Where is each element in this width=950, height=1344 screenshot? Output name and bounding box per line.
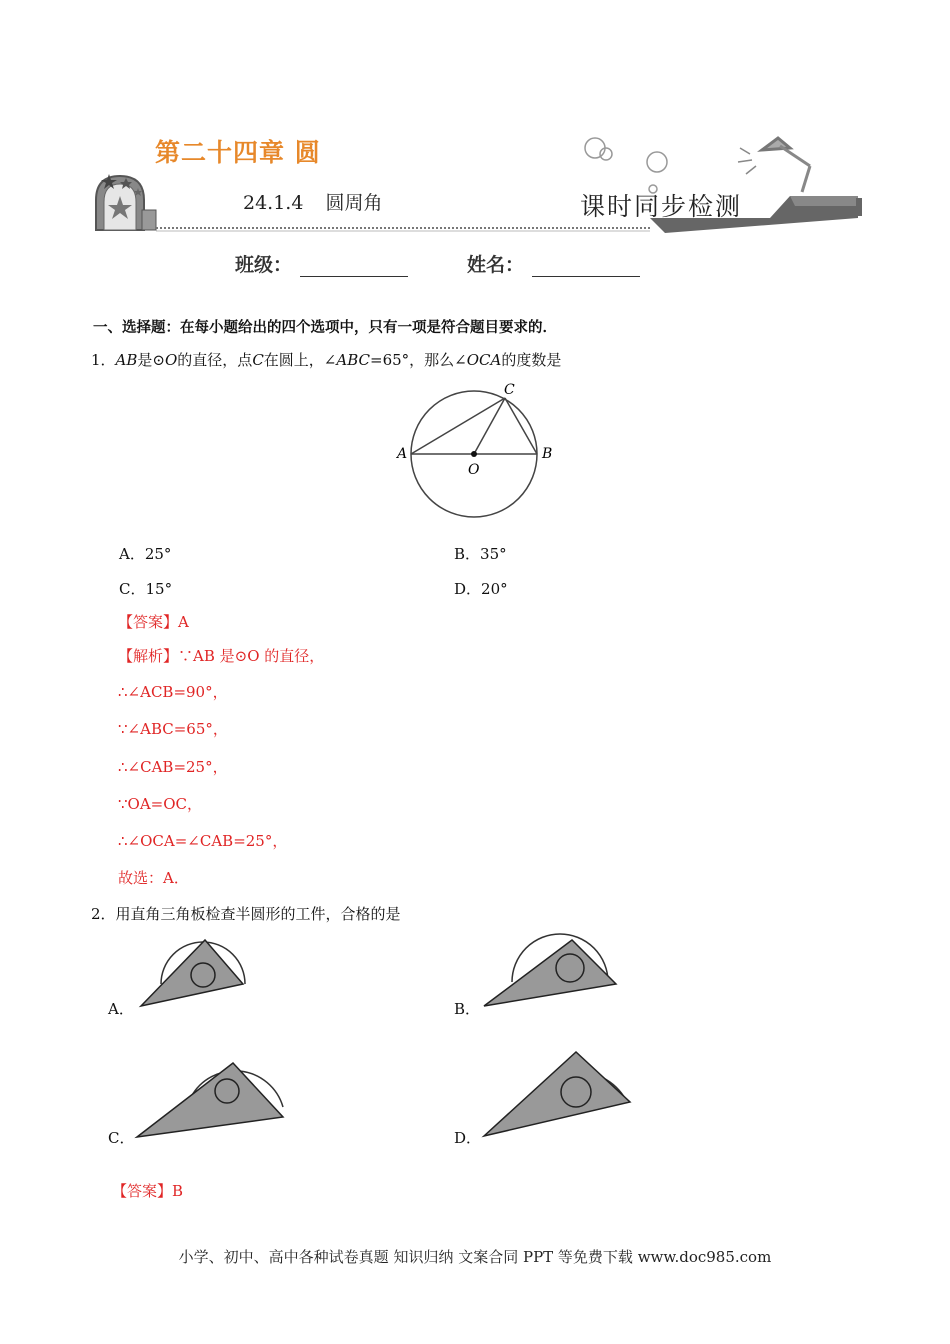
q2-figure-b[interactable] — [480, 930, 620, 1012]
q2-figure-d[interactable] — [480, 1040, 638, 1142]
q-text: 在圆上，∠ — [263, 351, 337, 369]
question-text: 用直角三角板检查半圆形的工件，合格的是 — [115, 905, 401, 923]
q-text: ABC — [336, 351, 370, 369]
option-label: A． — [119, 545, 145, 563]
analysis-line-5: ∴∠OCA=∠CAB=25°， — [118, 832, 288, 850]
question-number: 1． — [91, 351, 116, 369]
analysis-line-6: 故选：A． — [118, 869, 189, 887]
q-text: =65°，那么∠ — [370, 351, 467, 369]
segment-ac — [411, 398, 505, 454]
q-text: 是⊙ — [137, 351, 165, 369]
section-title: 圆周角 — [325, 192, 383, 214]
option-label: C． — [119, 580, 146, 598]
label-b: B — [542, 446, 553, 462]
analysis-line-4: ∵OA=OC， — [118, 795, 203, 813]
answer-value: A — [178, 613, 189, 631]
page-footer: 小学、初中、高中各种试卷真题 知识归纳 文案合同 PPT 等免费下载 www.doc985.com — [178, 1248, 772, 1266]
q-text: 的直径，点 — [177, 351, 253, 369]
name-label: 姓名： — [467, 254, 525, 276]
question-2 — [91, 903, 401, 924]
desk-lamp-icon — [738, 138, 810, 192]
answer-2 — [112, 1180, 183, 1201]
q-text: OCA — [466, 351, 502, 369]
answer-value: B — [172, 1182, 184, 1200]
class-label: 班级： — [235, 254, 293, 276]
center-point — [471, 451, 477, 457]
analysis-line-1: ∴∠ACB=90°， — [118, 683, 228, 701]
section-instruction: 一、选择题：在每小题给出的四个选项中，只有一项是符合题目要求的． — [93, 320, 557, 336]
q-text: AB — [115, 351, 138, 369]
q-text: O — [164, 351, 178, 369]
option-label: B． — [454, 545, 481, 563]
label-c: C — [504, 382, 515, 398]
analysis-line-2: ∵∠ABC=65°， — [118, 720, 228, 738]
answer-1 — [118, 611, 189, 632]
q-text: C — [252, 351, 264, 369]
answer-label: 【答案】 — [118, 613, 179, 631]
option-value: 15° — [145, 580, 173, 598]
option-value: 35° — [480, 545, 507, 563]
section-number: 24.1.4 — [243, 192, 304, 214]
name-field — [467, 250, 640, 277]
segment-cb — [505, 398, 537, 454]
star-emblem-icon — [96, 174, 156, 230]
option-c[interactable] — [119, 578, 172, 599]
analysis-line-3: ∴∠CAB=25°， — [118, 758, 228, 776]
label-a: A — [397, 446, 408, 462]
option-d[interactable] — [454, 578, 508, 599]
name-blank[interactable] — [532, 258, 640, 277]
option-b[interactable] — [454, 543, 507, 564]
option-a[interactable] — [119, 543, 171, 564]
circle-figure — [392, 378, 562, 523]
section-heading — [243, 188, 382, 215]
label-o: O — [468, 462, 480, 478]
option-value: 20° — [481, 580, 508, 598]
question-1 — [91, 349, 561, 370]
q2-option-d-label[interactable]: D． — [454, 1129, 482, 1147]
analysis-line-0 — [118, 645, 324, 666]
chapter-title: 第二十四章 圆 — [155, 138, 321, 167]
class-field — [235, 250, 408, 277]
question-number: 2． — [91, 905, 116, 923]
q-text: 的度数是 — [501, 351, 562, 369]
q2-option-b-label[interactable]: B． — [454, 1000, 481, 1018]
q2-figure-c[interactable] — [133, 1045, 293, 1143]
q2-option-c-label[interactable]: C． — [108, 1129, 135, 1147]
answer-label: 【答案】 — [112, 1182, 173, 1200]
class-blank[interactable] — [300, 258, 408, 277]
option-label: D． — [454, 580, 482, 598]
option-value: 25° — [144, 545, 172, 563]
analysis-label: 【解析】 — [118, 647, 179, 665]
q2-option-a-label[interactable]: A． — [108, 1000, 134, 1018]
analysis-text: ∵AB 是⊙O 的直径， — [178, 647, 325, 665]
badge-title: 课时同步检测 — [580, 192, 743, 221]
q2-figure-a[interactable] — [133, 932, 253, 1012]
bubble-icon — [585, 138, 605, 158]
